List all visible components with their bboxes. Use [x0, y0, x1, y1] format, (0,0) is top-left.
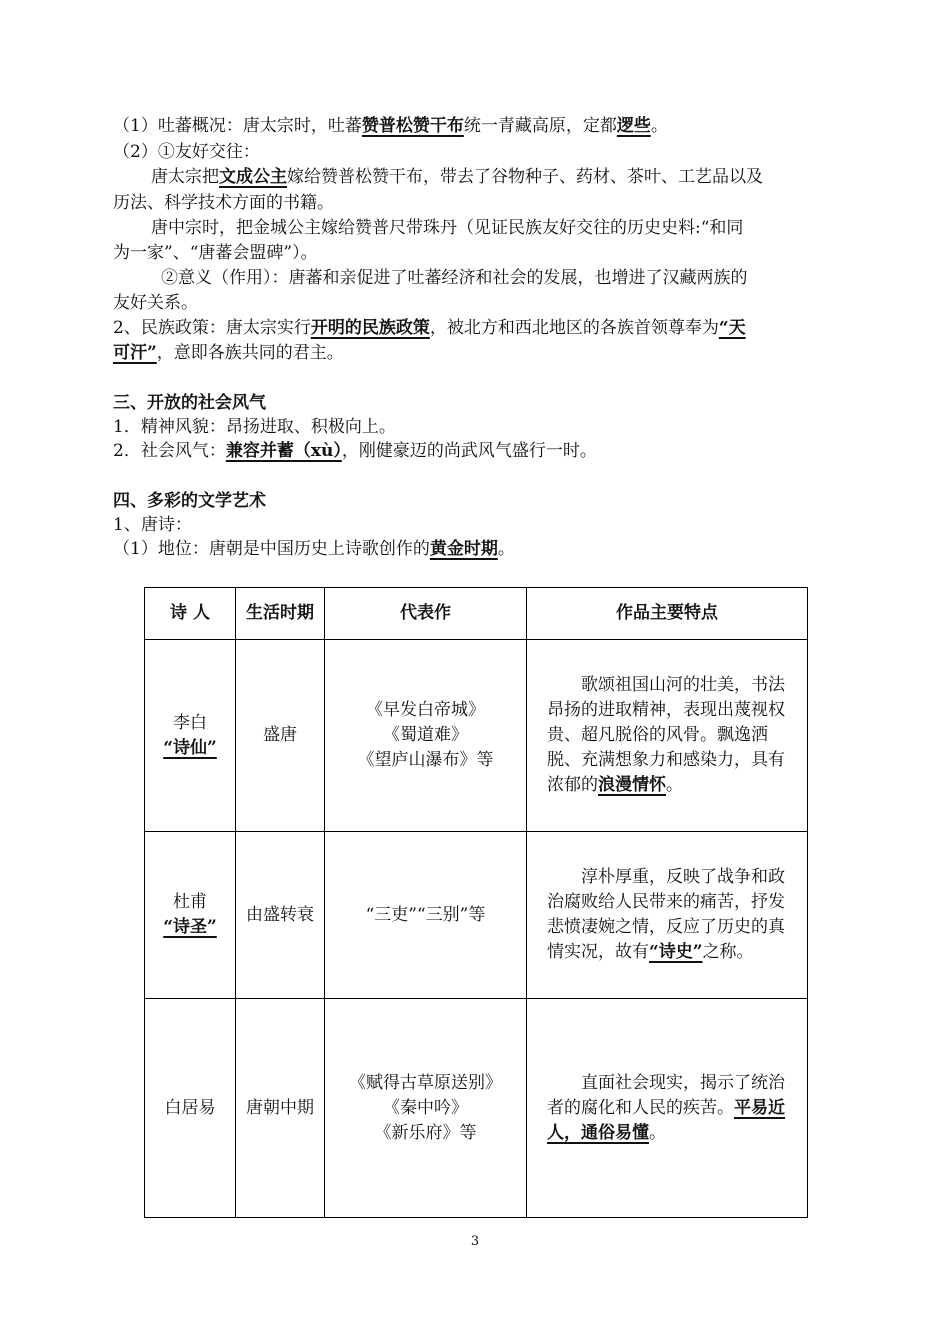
- text: 嫁给赞普松赞干布，带去了谷物种子、药材、茶叶、工艺品以及: [287, 167, 763, 187]
- text: 1、唐诗：: [113, 515, 192, 535]
- table-row: [145, 832, 808, 999]
- poet-cell: [145, 999, 236, 1218]
- feature-text: 。: [649, 1122, 666, 1143]
- key-term: 赞普松赞干布: [361, 116, 464, 136]
- key-term: 浪漫情怀: [598, 775, 666, 795]
- poet-cell: [145, 832, 236, 999]
- works-cell: [325, 832, 527, 999]
- text: 为一家”、“唐蕃会盟碑”）。: [113, 243, 318, 263]
- text: 历法、科学技术方面的书籍。: [113, 193, 334, 213]
- period-cell: 唐朝中期: [236, 999, 325, 1218]
- table-header-row: [145, 588, 808, 640]
- table-row: [145, 999, 808, 1218]
- work-title: 《蜀道难》: [383, 725, 468, 745]
- text: （1）地位：唐朝是中国历史上诗歌创作的: [113, 539, 430, 559]
- text: ，被北方和西北地区的各族首领尊奉为: [429, 318, 719, 338]
- jincheng-line: [151, 215, 840, 241]
- key-term: 可汗”: [113, 343, 157, 363]
- key-term: “诗史”: [649, 942, 703, 962]
- section-3-title: [113, 390, 840, 416]
- section-heading: 四、多彩的文学艺术: [113, 491, 266, 511]
- table-row: [145, 640, 808, 832]
- text: ②意义（作用）：唐蕃和亲促进了吐蕃经济和社会的发展，也增进了汉藏两族的: [161, 268, 748, 288]
- work-title: “三吏”“三别”等: [365, 904, 486, 925]
- header-works: 代表作: [325, 588, 527, 640]
- key-term: 文成公主: [219, 167, 287, 187]
- work-title: 《赋得古草原送别》: [349, 1072, 502, 1093]
- key-term: 黄金时期: [429, 539, 498, 559]
- text: 统一青藏高原，定都: [463, 116, 617, 136]
- text: 1．精神风貌：昂扬进取、积极向上。: [113, 417, 396, 437]
- feature-text: 直面社会现实，揭示了统治者的腐化和人民的疾苦。: [547, 1072, 785, 1118]
- ethnic-policy-line: [113, 315, 840, 341]
- page-number: 3: [470, 1234, 480, 1249]
- text: （1）吐蕃概况：唐太宗时，吐蕃: [113, 116, 362, 136]
- feature-text: 歌颂祖国山河的壮美，书法昂扬的进取精神，表现出蔑视权贵、超凡脱俗的风骨。飘逸洒脱、充满想象力和感染力，具有浓郁的: [547, 675, 785, 795]
- feature-text: 淳朴厚重，反映了战争和政治腐败给人民带来的痛苦，抒发悲愤凄婉之情，反应了历史的真情实况，故有: [547, 867, 785, 962]
- feature-cell: [527, 832, 808, 999]
- ethnic-policy-line-cont: [113, 340, 840, 366]
- period-cell: 由盛转衰: [236, 832, 325, 999]
- text: （2）①友好交往：: [113, 142, 260, 162]
- poet-cell: [145, 640, 236, 832]
- text: 2．社会风气：: [113, 441, 226, 461]
- works-cell: [325, 640, 527, 832]
- poet-name: 李白: [173, 712, 207, 733]
- social-atmosphere-line: [113, 438, 840, 464]
- key-term: “天: [718, 318, 746, 338]
- feature-text: 。: [666, 775, 683, 795]
- header-features: 作品主要特点: [527, 588, 808, 640]
- tang-poetry-heading: [113, 512, 840, 538]
- work-title: 《秦中吟》: [383, 1097, 468, 1118]
- key-term: 平易近人，通俗易懂: [547, 1097, 785, 1143]
- period-cell: 盛唐: [236, 640, 325, 832]
- poet-title: “诗圣”: [163, 917, 217, 937]
- jincheng-line-cont: [113, 240, 840, 266]
- key-term: 开明的民族政策: [310, 318, 430, 338]
- feature-text: 之称。: [702, 942, 754, 962]
- text: 2、民族政策：唐太宗实行: [113, 318, 311, 338]
- text: 唐中宗时，把金城公主嫁给赞普尺带珠丹（见证民族友好交往的历史史料:“和同: [151, 218, 744, 238]
- text: 。: [650, 116, 668, 136]
- poets-table: [144, 587, 808, 1218]
- work-title: 《早发白帝城》: [366, 700, 485, 720]
- text: 。: [497, 539, 515, 559]
- text: ，刚健豪迈的尚武风气盛行一时。: [341, 441, 597, 461]
- text: 唐太宗把: [151, 167, 219, 187]
- feature-cell: [527, 999, 808, 1218]
- work-title: 《新乐府》等: [374, 1122, 477, 1143]
- poet-title: “诗仙”: [163, 737, 217, 758]
- works-cell: [325, 999, 527, 1218]
- spirit-line: [113, 414, 840, 440]
- work-title: 《望庐山瀑布》等: [357, 750, 494, 770]
- significance-line-cont: [113, 290, 840, 316]
- key-term: 逻些: [616, 116, 651, 136]
- feature-cell: [527, 640, 808, 832]
- poet-name: 杜甫: [173, 892, 207, 912]
- text: 友好关系。: [113, 293, 198, 313]
- section-4-title: [113, 488, 840, 514]
- key-term: 兼容并蓄（xù）: [225, 441, 342, 461]
- text: ，意即各族共同的君主。: [156, 343, 344, 363]
- header-period: 生活时期: [236, 588, 325, 640]
- section-heading: 三、开放的社会风气: [113, 393, 266, 413]
- status-line: [113, 536, 840, 562]
- header-poet: 诗 人: [145, 588, 236, 640]
- significance-line: [161, 265, 840, 291]
- wencheng-line-cont: [113, 190, 840, 216]
- friendly-exchange-heading: [113, 139, 840, 165]
- tibet-overview-line: [113, 113, 840, 139]
- wencheng-line: [151, 164, 840, 190]
- poet-name: 白居易: [164, 1097, 216, 1118]
